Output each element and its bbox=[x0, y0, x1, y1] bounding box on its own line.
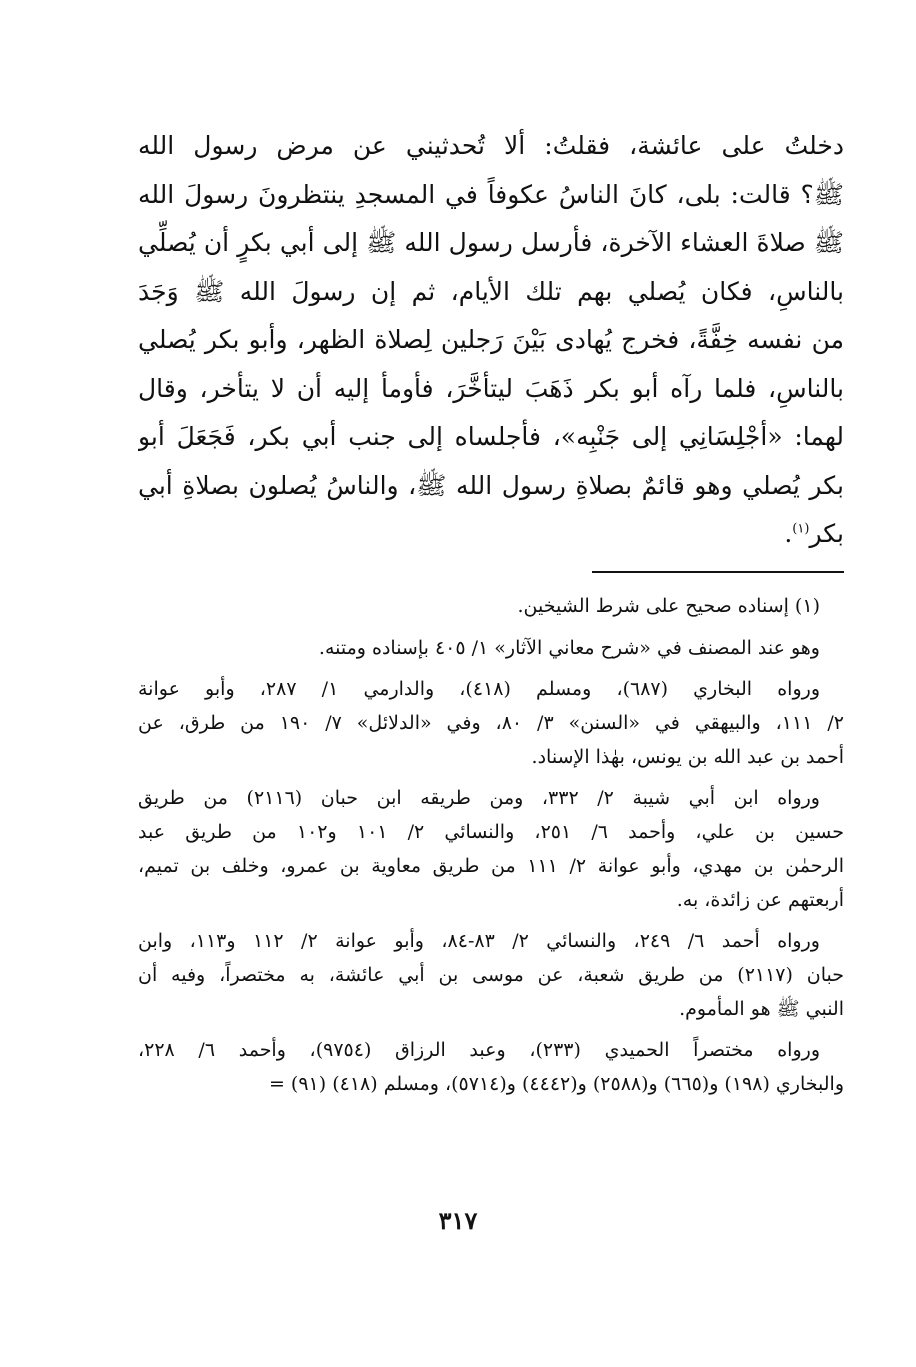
footnote-line: النبي ﷺ هو المأموم. bbox=[679, 997, 844, 1020]
footnote-line: ورواه أحمد ٦/ ٢٤٩، والنسائي ٢/ ٨٣-٨٤، وأبو عوانة ٢/ ١١٢ و١١٣، وابن bbox=[138, 930, 820, 953]
footnote-line: (١) إسناده صحيح على شرط الشيخين. bbox=[517, 595, 820, 617]
main-text-line: ﷺ صلاةَ العشاء الآخرة، فأرسل رسول الله ﷺ إلى أبي بكرٍ أن يُصلِّي bbox=[138, 228, 844, 257]
footnote-line: حبان (٢١١٧) من طريق شعبة، عن موسى بن أبي عائشة، به مختصراً، وفيه أن bbox=[138, 963, 844, 986]
main-text-line: من نفسه خِفَّةً، فخرج يُهادى بَيْنَ رَجلين لِصلاة الظهر، وأبو بكر يُصلي bbox=[138, 325, 844, 354]
footnote-line: ورواه ابن أبي شيبة ٢/ ٣٣٢، ومن طريقه ابن حبان (٢١١٦) من طريق bbox=[138, 787, 820, 810]
main-text-line: ﷺ؟ قالت: بلى، كانَ الناسُ عكوفاً في المسجدِ ينتظرونَ رسولَ الله bbox=[138, 179, 844, 209]
footnote-line: ٢/ ١١١، والبيهقي في «السنن» ٣/ ٨٠، وفي «الدلائل» ٧/ ١٩٠ من طرق، عن bbox=[138, 712, 844, 735]
main-text-last-line bbox=[138, 510, 844, 559]
footnote-paragraph bbox=[138, 1034, 844, 1101]
main-text-line: بالناسِ، فكان يُصلي بهم تلك الأيام، ثم إن رسولَ الله ﷺ وَجَدَ bbox=[138, 276, 844, 306]
footnote-paragraph bbox=[138, 632, 844, 666]
footnote-line: الرحمٰن بن مهدي، وأبو عوانة ٢/ ١١١ من طريق معاوية بن عمرو، وخلف بن تميم، bbox=[138, 854, 844, 877]
footnote-line: أربعتهم عن زائدة، به. bbox=[676, 888, 844, 911]
footnote-paragraph bbox=[138, 673, 844, 774]
footnote-reference-marker: (١) bbox=[792, 521, 810, 537]
footnote-divider bbox=[592, 571, 844, 573]
footnote-paragraph bbox=[138, 590, 844, 624]
main-text-line: بالناسِ، فلما رآه أبو بكر ذَهَبَ ليتأخَّرَ، فأومأ إليه أن لا يتأخر، وقال bbox=[138, 373, 844, 403]
footnotes-section bbox=[138, 590, 844, 1110]
main-text-line: لهما: «أجْلِسَانِي إلى جَنْبِه»، فأجلساه إلى جنب أبي بكر، فَجَعَلَ أبو bbox=[138, 422, 844, 451]
page-number: ٣١٧ bbox=[438, 1206, 478, 1235]
footnote-paragraph bbox=[138, 925, 844, 1026]
end-punctuation: . bbox=[784, 519, 793, 548]
main-text-line: بكر يُصلي وهو قائمٌ بصلاةِ رسول الله ﷺ، والناسُ يُصلون بصلاةِ أبي bbox=[138, 470, 844, 500]
main-text-line: دخلتُ على عائشة، فقلتُ: ألا تُحدثيني عن مرض رسول الله bbox=[138, 131, 844, 160]
footnote-line: والبخاري (١٩٨) و(٦٦٥) و(٢٥٨٨) و(٤٤٤٢) و(٥٧١٤)، ومسلم (٤١٨) (٩١) = bbox=[268, 1072, 844, 1095]
footnote-line: وهو عند المصنف في «شرح معاني الآثار» ١/ ٤٠٥ بإسناده ومتنه. bbox=[318, 636, 820, 659]
footnote-line: ورواه مختصراً الحميدي (٢٣٣)، وعبد الرزاق (٩٧٥٤)، وأحمد ٦/ ٢٢٨، bbox=[138, 1039, 820, 1062]
footnote-line: ورواه البخاري (٦٨٧)، ومسلم (٤١٨)، والدارمي ١/ ٢٨٧، وأبو عوانة bbox=[138, 678, 820, 701]
footnote-line: حسين بن علي، وأحمد ٦/ ٢٥١، والنسائي ٢/ ١٠١ و١٠٢ من طريق عبد bbox=[138, 821, 844, 844]
footnote-line: أحمد بن عبد الله بن يونس، بهٰذا الإسناد. bbox=[531, 745, 844, 768]
footnote-paragraph bbox=[138, 782, 844, 917]
main-text-line-text: بكر bbox=[809, 519, 844, 548]
main-text-body bbox=[138, 122, 844, 559]
